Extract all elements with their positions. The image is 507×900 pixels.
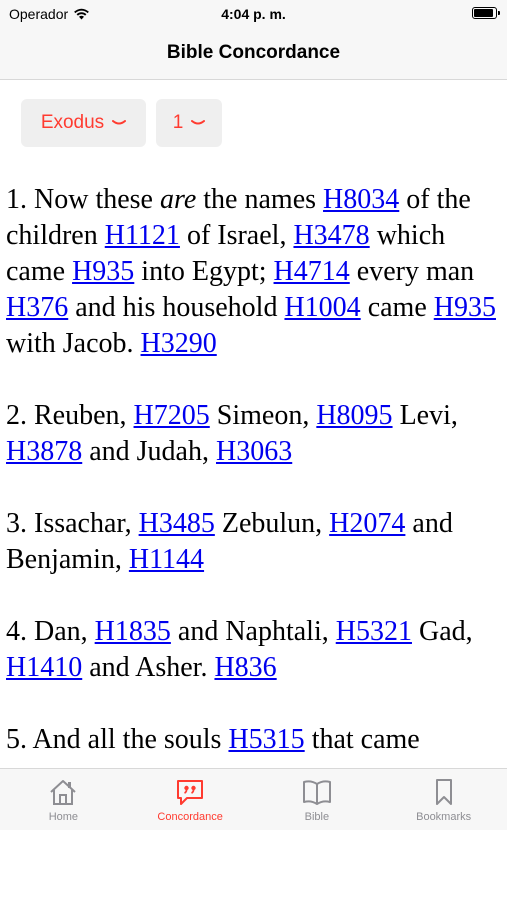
strongs-link[interactable]: H1144: [128, 544, 205, 575]
bookmark-icon: [428, 777, 460, 807]
verse-text: 2. Reuben,: [6, 400, 134, 431]
strongs-link[interactable]: H1121: [104, 220, 180, 251]
book-icon: [301, 777, 333, 807]
verse-text: Zebulun,: [214, 508, 330, 539]
verse-text: 5. And all the souls: [6, 724, 229, 755]
tab-bookmarks[interactable]: [380, 769, 507, 830]
status-bar: [0, 0, 507, 28]
verse-text: 1. Now these: [6, 184, 160, 215]
verse-text: with Jacob.: [6, 328, 141, 359]
strongs-link[interactable]: H8034: [323, 184, 400, 215]
strongs-link[interactable]: H7205: [133, 400, 210, 431]
carrier-label: Operador: [9, 6, 69, 22]
book-picker-label: Exodus: [40, 112, 105, 133]
verse-text: Gad,: [411, 616, 473, 647]
strongs-link[interactable]: H3478: [293, 220, 370, 251]
home-icon: [47, 777, 79, 807]
verse-text: Simeon,: [209, 400, 317, 431]
verse-text: of the children: [6, 184, 471, 251]
verse: [6, 398, 501, 470]
verse-list: [6, 182, 501, 768]
tab-concordance[interactable]: [127, 769, 254, 830]
tab-concordance-label: Concordance: [157, 811, 223, 823]
verse-text: of Israel,: [179, 220, 294, 251]
chapter-picker-label: 1: [172, 112, 184, 133]
verse-text: that came: [304, 724, 420, 755]
verse-text: Levi,: [392, 400, 458, 431]
strongs-link[interactable]: H935: [72, 256, 135, 287]
verse-text: and Benjamin,: [6, 508, 453, 575]
book-picker[interactable]: [21, 99, 146, 147]
strongs-link[interactable]: H3290: [140, 328, 217, 359]
picker-row: [21, 99, 222, 147]
chapter-picker[interactable]: [156, 99, 222, 147]
strongs-link[interactable]: H8095: [316, 400, 393, 431]
chevron-down-icon: [112, 119, 126, 127]
verse-text: and Judah,: [82, 436, 216, 467]
verse: [6, 182, 501, 362]
tab-home-label: Home: [48, 811, 79, 823]
strongs-link[interactable]: H5315: [228, 724, 305, 755]
strongs-link[interactable]: H1004: [284, 292, 361, 323]
page-title: Bible Concordance: [166, 42, 341, 63]
battery-level: [474, 9, 493, 17]
concordance-icon: [174, 777, 206, 807]
strongs-link[interactable]: H836: [214, 652, 277, 683]
navigation-bar: [0, 28, 507, 80]
tab-home[interactable]: [0, 769, 127, 830]
tab-bookmarks-label: Bookmarks: [416, 811, 472, 823]
strongs-link[interactable]: H1835: [94, 616, 171, 647]
tab-bible[interactable]: [254, 769, 381, 830]
verse-text: came: [360, 292, 434, 323]
verse-text: 3. Issachar,: [6, 508, 139, 539]
verse-text: into Egypt;: [134, 256, 274, 287]
strongs-link[interactable]: H4714: [273, 256, 350, 287]
strongs-link[interactable]: H2074: [329, 508, 406, 539]
strongs-link[interactable]: H1410: [6, 652, 83, 683]
battery-icon: [472, 7, 497, 19]
strongs-link[interactable]: H935: [433, 292, 496, 323]
verse-text: and Naphtali,: [170, 616, 336, 647]
strongs-link[interactable]: H376: [6, 292, 69, 323]
strongs-link[interactable]: H3878: [6, 436, 83, 467]
status-time: 4:04 p. m.: [221, 6, 286, 22]
verse-italic-text: are: [159, 184, 197, 215]
verse-text: the names: [196, 184, 324, 215]
strongs-link[interactable]: H3485: [138, 508, 215, 539]
tab-bible-label: Bible: [304, 811, 330, 823]
strongs-link[interactable]: H5321: [335, 616, 412, 647]
verse-text: and his household: [68, 292, 285, 323]
verse: [6, 614, 501, 686]
verse: [6, 506, 501, 578]
verse: [6, 722, 501, 758]
strongs-link[interactable]: H3063: [216, 436, 293, 467]
verse-text: every man: [349, 256, 475, 287]
verse-text: and Asher.: [82, 652, 215, 683]
verse-text: which came: [6, 220, 446, 287]
chevron-down-icon: [191, 119, 205, 127]
tab-bar: [0, 768, 507, 830]
verse-text: 4. Dan,: [6, 616, 95, 647]
